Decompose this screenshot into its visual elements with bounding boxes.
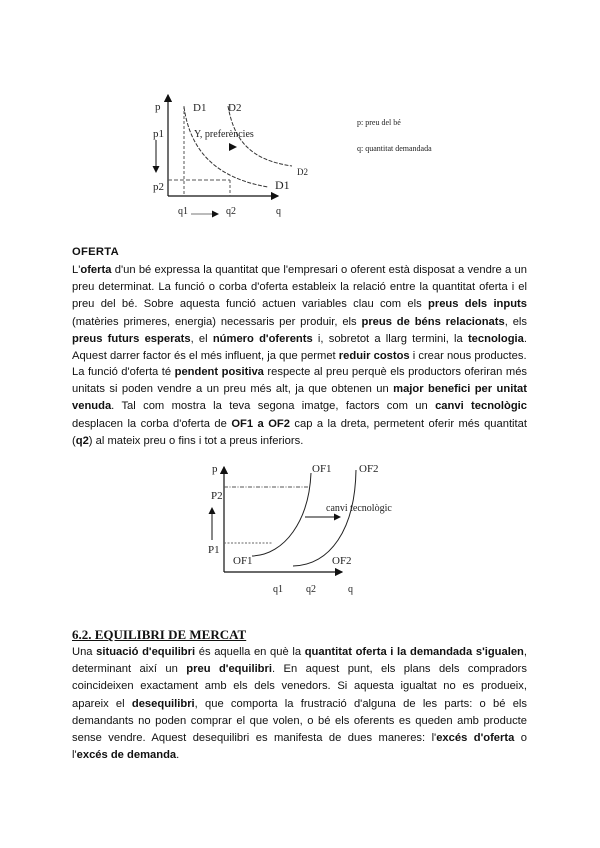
text-run: , el — [190, 332, 213, 345]
text-run: ) al mateix preu o fins i tot a preus inferiors. — [88, 434, 304, 447]
text-run: i crear nous productes. — [409, 350, 527, 363]
text-run: desplacen la corba d'oferta de — [72, 417, 232, 430]
label-of2-top: OF2 — [359, 463, 379, 475]
supply-curve-of2 — [293, 470, 356, 566]
text-run: . Tal com mostra la teva segona imatge, factors com un — [111, 400, 436, 413]
text-run: . — [176, 749, 180, 762]
supply-shift-diagram — [208, 463, 392, 595]
demand-shift-diagram — [153, 95, 432, 217]
text-run: (matèries primeres, energia) necessaris per produir, els — [72, 315, 362, 328]
bold-term: preus de béns relacionats — [361, 315, 505, 328]
text-run: és aquella en què la — [195, 646, 305, 658]
text-run: . Aquest darrer factor és el més influent, ja que permet — [72, 332, 527, 363]
label-q1: q1 — [273, 584, 283, 595]
bold-term: preus futurs esperats — [72, 332, 191, 345]
axis-label-p: p — [155, 101, 161, 113]
label-d2-top: D2 — [228, 102, 242, 114]
bold-term: excés de demanda — [76, 749, 177, 762]
bold-term: pendent positiva — [174, 366, 264, 378]
text-run: i, sobretot a llarg termini, la — [312, 332, 468, 345]
oferta-paragraph-2 — [72, 364, 527, 450]
oferta-paragraph-1 — [72, 262, 527, 365]
axis-label-p: p — [212, 463, 218, 475]
label-of2-bottom: OF2 — [332, 555, 352, 567]
bold-term: preu d'equilibri — [186, 663, 272, 676]
label-p1: P1 — [208, 544, 220, 556]
label-p2: P2 — [211, 490, 223, 502]
bold-term: quantitat oferta i la demandada s'igualen — [304, 646, 524, 658]
label-shift: Y, preferències — [194, 129, 254, 140]
section-heading-equilibri: 6.2. EQUILIBRI DE MERCAT — [72, 627, 247, 642]
bold-term: desequilibri — [131, 697, 195, 710]
legend-p: p: preu del bé — [357, 118, 401, 127]
label-d1-top: D1 — [193, 102, 207, 114]
bold-term: OF1 a OF2 — [231, 417, 290, 430]
equilibri-paragraph — [72, 644, 527, 764]
bold-term: excés d'oferta — [436, 732, 515, 745]
section-heading-oferta: OFERTA — [72, 246, 119, 258]
label-d1-bottom: D1 — [275, 178, 290, 192]
label-p1: p1 — [153, 128, 164, 140]
text-run: o l' — [72, 732, 527, 762]
legend-q: q: quantitat demandada — [357, 144, 432, 153]
demand-curve-d1 — [184, 107, 268, 187]
text-run: . En aquest punt, els plans dels compradors coincideixen exactament amb els dels venedors. Si aquesta igualtat no es produeix, apareix el — [72, 663, 528, 710]
bold-term: q2 — [75, 434, 89, 447]
label-q1: q1 — [178, 206, 188, 217]
text-run: , que comporta la frustració d'alguna de les parts: o bé els demandants no poden comprar el que volen, o bé els oferents es queden amb producte sense vendre. Aquest desequilibri es manifesta de dues maneres: l' — [72, 697, 527, 745]
label-of1-bottom: OF1 — [233, 555, 253, 567]
text-run: La funció d'oferta té — [72, 366, 175, 378]
text-run: , els — [504, 315, 527, 328]
label-q2: q2 — [306, 584, 316, 595]
bold-term: situació d'equilibri — [96, 646, 196, 658]
bold-term: canvi tecnològic — [435, 400, 527, 413]
text-run: Una — [72, 646, 97, 658]
text-run: respecte al preu perquè els productors oferiran més unitats si poden vendre a un preu més alt, ja que obtenen un — [72, 366, 528, 396]
bold-term: número d'oferents — [212, 332, 313, 345]
bold-term: oferta — [80, 264, 112, 276]
text-run: cap a la dreta, permetent oferir més quantitat ( — [72, 417, 527, 447]
label-q: q — [348, 584, 353, 595]
bold-term: major benefici per unitat venuda — [72, 383, 527, 413]
shift-arrowhead — [229, 143, 237, 151]
bold-term: tecnologia — [467, 332, 524, 345]
text-run: L' — [72, 264, 81, 276]
bold-term: preus dels inputs — [428, 298, 528, 311]
label-d2-bottom: D2 — [297, 167, 308, 177]
text-run: , determinant així un — [72, 646, 527, 676]
label-p2: p2 — [153, 181, 164, 193]
label-q: q — [276, 206, 281, 217]
label-of1-top: OF1 — [312, 463, 332, 475]
text-run: d'un bé expressa la quantitat que l'empresari o oferent està disposat a vendre a un preu determinat. La funció o corba d'oferta estableix la relació entre la quantitat oferta i el preu del bé. Sobre aquesta funció actuen variables clau com els — [72, 264, 527, 311]
bold-term: reduir costos — [338, 350, 410, 363]
label-q2: q2 — [226, 206, 236, 217]
supply-curve-of1 — [252, 473, 311, 556]
label-shift: canvi tecnològic — [326, 503, 392, 514]
